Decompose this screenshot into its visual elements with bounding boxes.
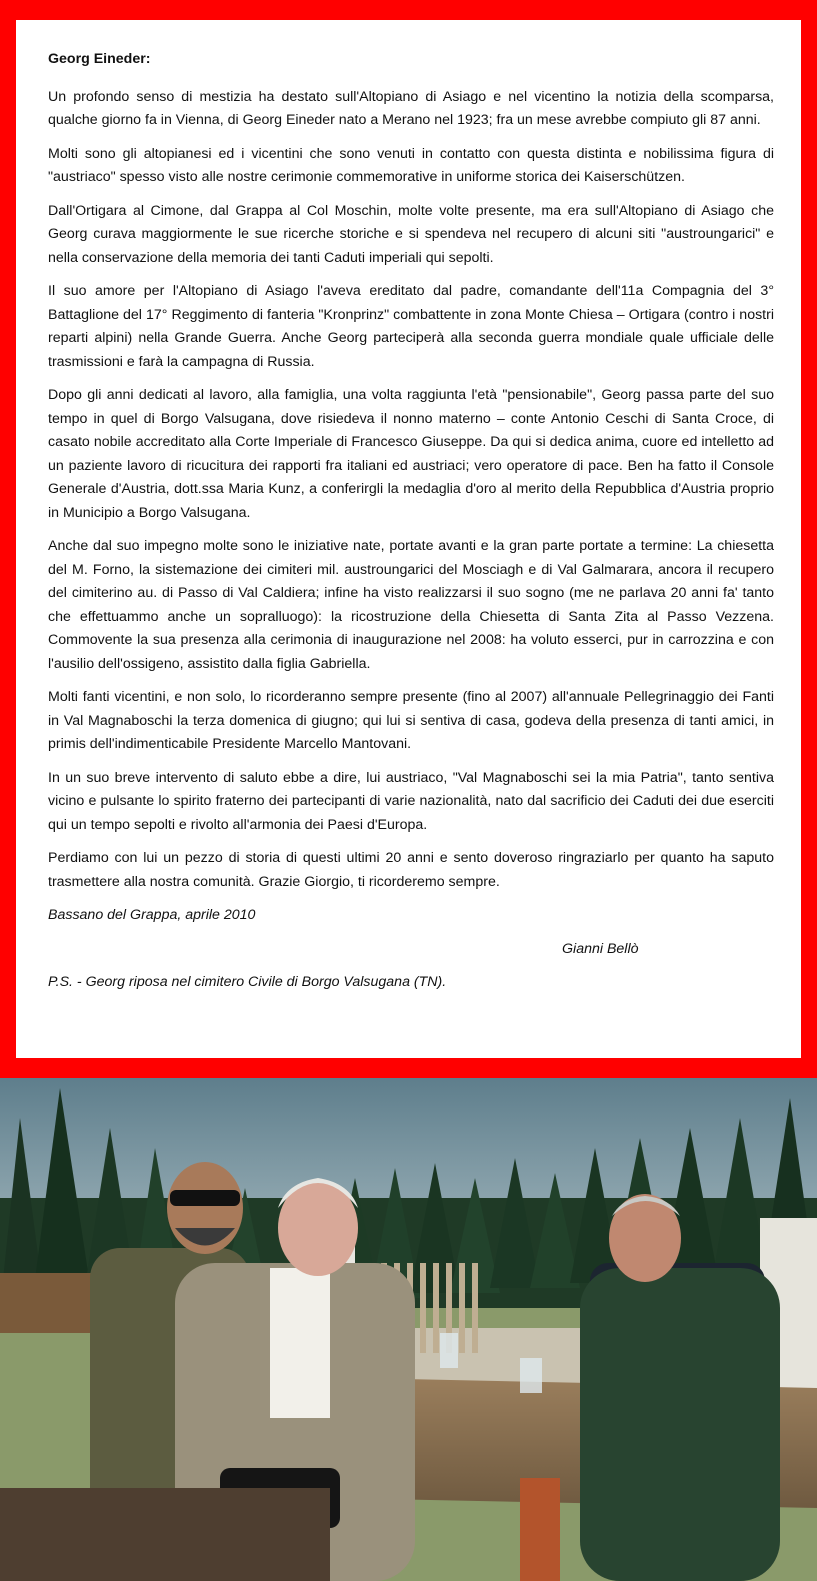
paragraph-5: Dopo gli anni dedicati al lavoro, alla famiglia, una volta raggiunta l'età "pensionabile", Georg passa parte del suo tempo in quel di Borgo Valsugana, dove risiedeva il nonno materno – conte Antonio Ceschi di Santa Croce, di casato nobile accreditato alla Corte Imperiale di Francesco Giuseppe. Da qui si dedica anima, cuore ed intelletto ad un paziente lavoro di ricucitura dei rapporti fra italiani ed austriaci; vero operatore di pace. Ben ha fatto il Console Generale d'Austria, dott.ssa Maria Kunz, a conferirgli la medaglia d'oro al merito della Repubblica d'Austria proprio in Municipio a Borgo Valsugana. xyxy=(48,387,774,521)
paragraph-3: Dall'Ortigara al Cimone, dal Grappa al Col Moschin, molte volte presente, ma era sull'Altopiano di Asiago che Georg curava maggiormente le sue ricerche storiche e si spendeva nel recupero di alcuni siti "austroungarici" e nella conservazione della memoria dei tanti Caduti imperiali qui sepolti. xyxy=(48,202,774,266)
group-photo xyxy=(0,1078,817,1581)
glass xyxy=(440,1333,458,1368)
paragraph-8: In un suo breve intervento di saluto ebbe a dire, lui austriaco, "Val Magnaboschi sei la mia Patria", tanto sentiva vicino e pulsante lo spirito fraterno dei partecipanti di varie nazionalità, nato dal sacrificio dei Caduti dei due eserciti qui un tempo sepolti e rivolto all'armonia dei Paesi d'Europa. xyxy=(48,769,774,833)
glass xyxy=(520,1358,542,1393)
paragraph-7: Molti fanti vicentini, e non solo, lo ricorderanno sempre presente (fino al 2007) all'annuale Pellegrinaggio dei Fanti in Val Magnaboschi la terza domenica di giugno; qui lui si sentiva di casa, godeva della presenza di tanti amici, in primis dell'indimenticabile Presidente Marcello Mantovani. xyxy=(48,689,774,752)
signature: Gianni Bellò xyxy=(562,940,639,957)
bench xyxy=(0,1488,330,1581)
table-leg xyxy=(520,1478,560,1581)
letter-body xyxy=(48,48,774,1005)
paragraph-2: Molti sono gli altopianesi ed i vicentini che sono venuti in contatto con questa distinta e nobilissima figura di "austriaco" spesso visto alle nostre cerimonie commemorative in uniforme storica dei Kaiserschützen. xyxy=(48,145,774,185)
place-date: Bassano del Grappa, aprile 2010 xyxy=(48,907,256,923)
paragraph-6: Anche dal suo impegno molte sono le iniziative nate, portate avanti e la gran parte portate a termine: La chiesetta del M. Forno, la sistemazione dei cimiteri mil. austroungarici del Mosciagh e di Val Galmarara, ancora il recupero del cimiterino au. di Passo di Val Caldiera; infine ha visto realizzarsi il suo sogno (me ne parlava 20 anni fa' tanto che effettuammo anche un sopralluogo): la ricostruzione della Chiesetta di Santa Zita al Passo Vezzena. Commovente la sua presenza alla cerimonia di inaugurazione nel 2008: ha voluto esserci, pur in carrozzina e con l'ausilio dell'ossigeno, assistito dalla figlia Gabriella. xyxy=(48,538,774,672)
letter-paper xyxy=(16,20,801,1058)
postscript: P.S. - Georg riposa nel cimitero Civile di Borgo Valsugana (TN). xyxy=(48,974,447,990)
paragraph-4: Il suo amore per l'Altopiano di Asiago l'aveva ereditato dal padre, comandante dell'11a Compagnia del 3° Battaglione del 17° Reggimento di fanteria "Kronprinz" combattente in zona Monte Chiesa – Ortigara (contro i nostri reparti alpini) nella Grande Guerra. Anche Georg parteciperà alla seconda guerra mondiale quale ufficiale delle trasmissioni e farà la campagna di Russia. xyxy=(48,283,774,370)
paragraph-9: Perdiamo con lui un pezzo di storia di questi ultimi 20 anni e sento doveroso ringraziarlo per quanto ha saputo trasmettere alla nostra comunità. Grazie Giorgio, ti ricorderemo sempre. xyxy=(48,850,774,890)
letter-heading: Georg Eineder: xyxy=(48,51,151,67)
photo-illustration xyxy=(0,1078,817,1581)
paragraph-1: Un profondo senso di mestizia ha destato sull'Altopiano di Asiago e nel vicentino la notizia della scomparsa, qualche giorno fa in Vienna, di Georg Eineder nato a Merano nel 1923; fra un mese avrebbe compiuto gli 87 anni. xyxy=(48,88,774,128)
